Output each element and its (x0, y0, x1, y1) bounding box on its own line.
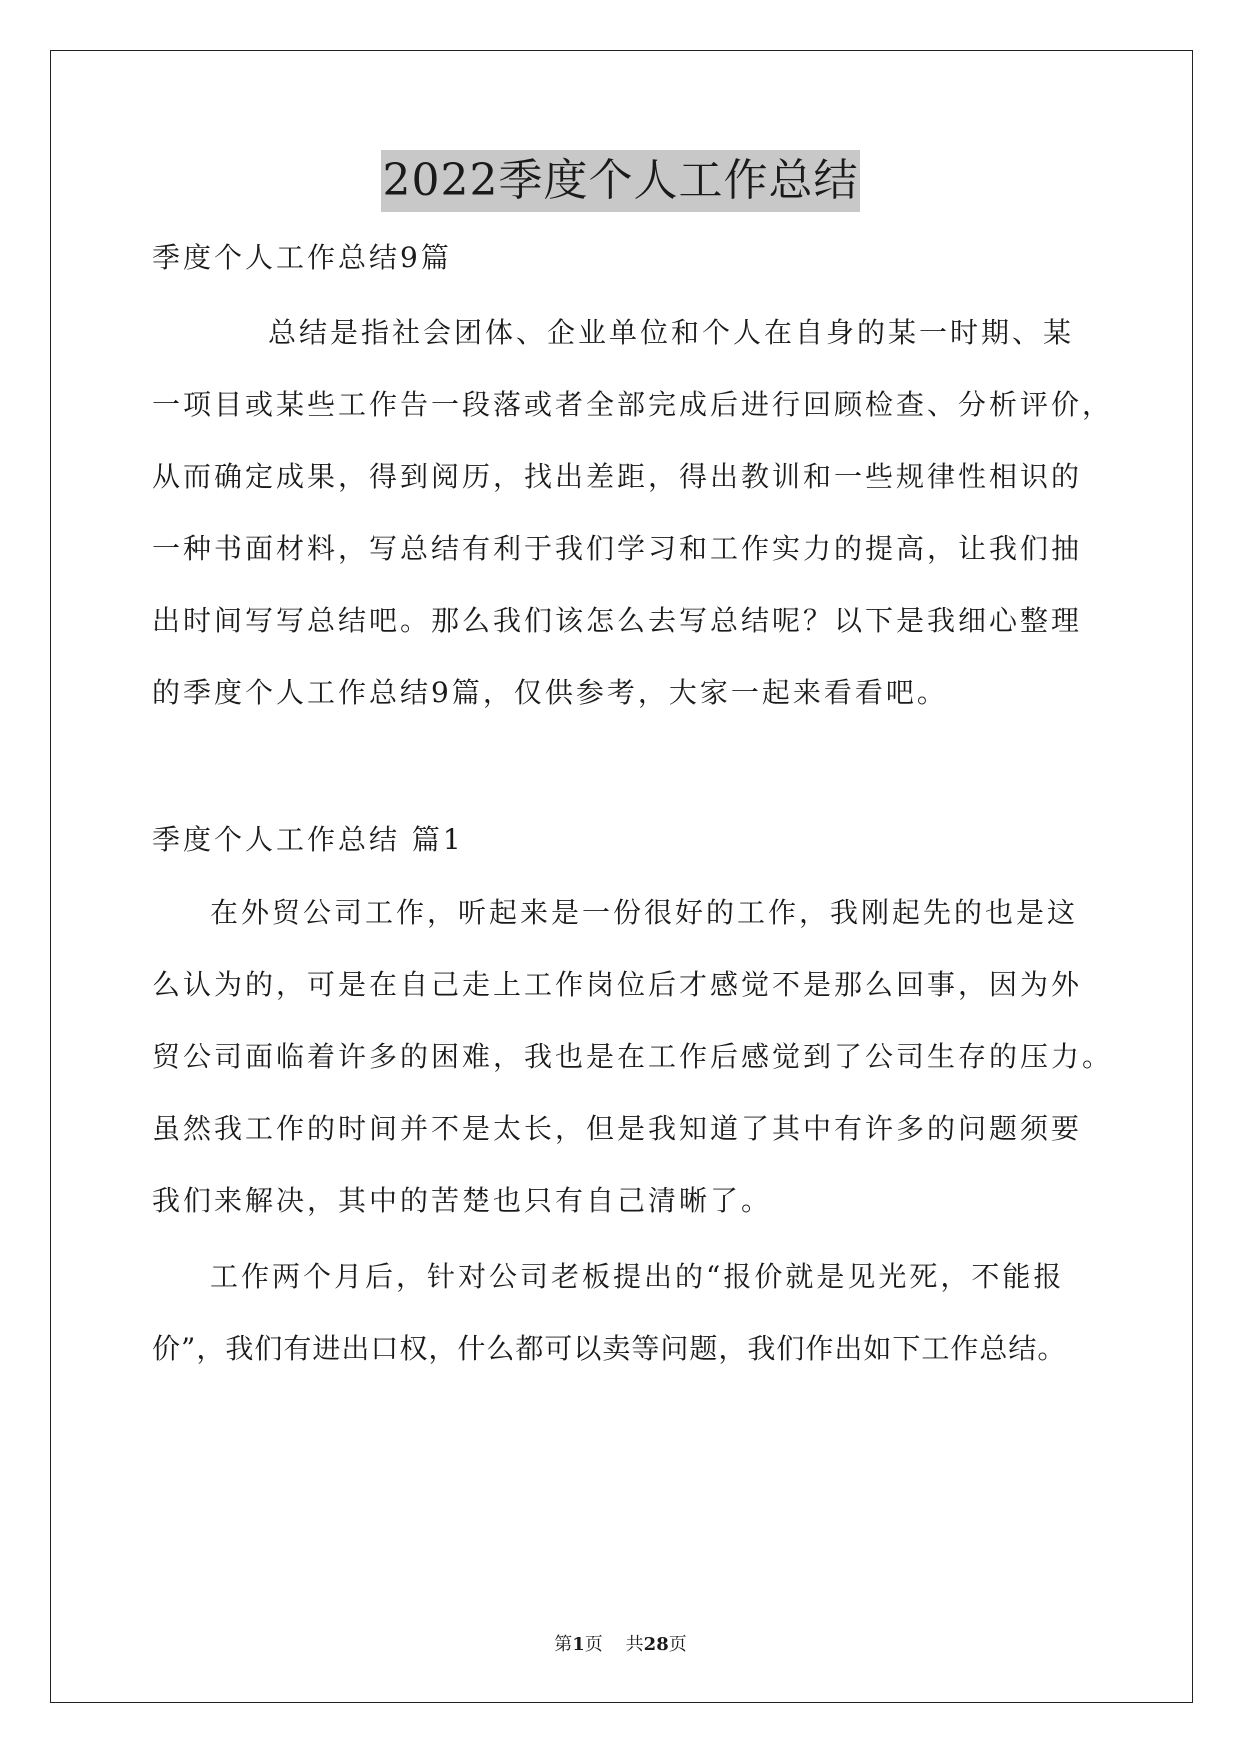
paragraph-line: 工作两个月后，针对公司老板提出的“报价就是见光死，不能报 (210, 1260, 1065, 1293)
document-title: 2022季度个人工作总结 (381, 150, 861, 212)
total-pages-number: 28 (643, 1634, 669, 1655)
page-border (50, 50, 1193, 1703)
paragraph-line: 么认为的，可是在自己走上工作岗位后才感觉不是那么回事，因为外 (152, 968, 1083, 1001)
intro-line: 从而确定成果，得到阅历，找出差距，得出教训和一些规律性相识的 (152, 460, 1083, 493)
footer-mid: 页 共 (584, 1634, 644, 1655)
intro-line: 一项目或某些工作告一段落或者全部完成后进行回顾检查、分析评价， (152, 388, 1114, 421)
intro-line: 总结是指社会团体、企业单位和个人在自身的某一时期、某 (268, 316, 1075, 349)
paragraph-line: 在外贸公司工作，听起来是一份很好的工作，我刚起先的也是这 (210, 896, 1079, 929)
section-heading: 季度个人工作总结 篇1 (152, 823, 464, 856)
page-footer (0, 1632, 1241, 1658)
paragraph-line: 我们来解决，其中的苦楚也只有自己清晰了。 (152, 1184, 773, 1217)
paragraph-line: 虽然我工作的时间并不是太长，但是我知道了其中有许多的问题须要 (152, 1112, 1083, 1145)
intro-line: 出时间写写总结吧。那么我们该怎么去写总结呢？以下是我细心整理 (152, 604, 1083, 637)
paragraph-line: 贸公司面临着许多的困难，我也是在工作后感觉到了公司生存的压力。 (152, 1040, 1114, 1073)
current-page-number: 1 (572, 1634, 585, 1655)
title-container (0, 150, 1241, 212)
footer-prefix: 第 (554, 1634, 573, 1655)
intro-line: 一种书面材料，写总结有利于我们学习和工作实力的提高，让我们抽 (152, 532, 1083, 565)
document-subtitle: 季度个人工作总结9篇 (152, 241, 452, 274)
footer-suffix: 页 (668, 1634, 687, 1655)
paragraph-line: 价”，我们有进出口权，什么都可以卖等问题，我们作出如下工作总结。 (152, 1332, 1067, 1365)
intro-line: 的季度个人工作总结9篇，仅供参考，大家一起来看看吧。 (152, 676, 948, 709)
